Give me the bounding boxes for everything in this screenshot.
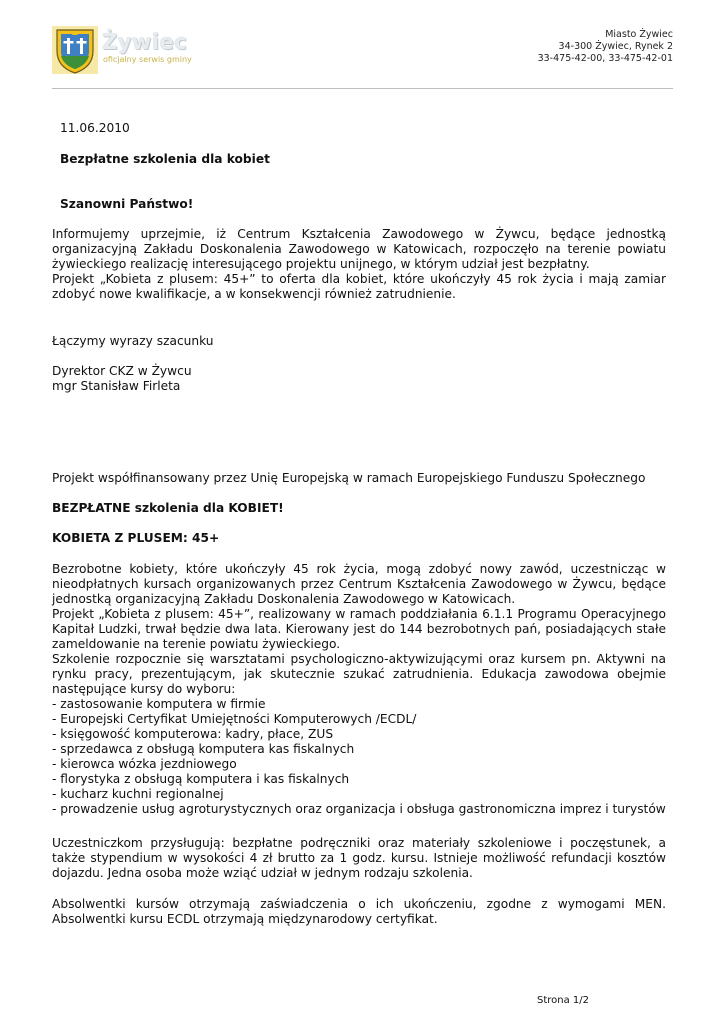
letter-paragraph-2: Projekt „Kobieta z plusem: 45+” to oferta dla kobiet, które ukończyły 45 rok życia i mają zamiar zdobyć nowe kwalifikacje, a w konsekwencji również zatrudnienie. [52, 272, 666, 301]
contact-address: 34-300 Żywiec, Rynek 2 [558, 41, 673, 52]
page-number: Strona 1/2 [537, 995, 590, 1006]
header-contact [538, 29, 673, 65]
contact-phones: 33-475-42-00, 33-475-42-01 [537, 53, 673, 64]
course-item: - zastosowanie komputera w firmie [52, 697, 266, 711]
attachment-body [52, 562, 666, 817]
site-logo [52, 26, 192, 76]
signature-name: mgr Stanisław Firleta [52, 379, 181, 393]
project-title: KOBIETA Z PLUSEM: 45+ [52, 531, 220, 545]
attachment-paragraph-2: Projekt „Kobieta z plusem: 45+”, realizowany w ramach poddziałania 6.1.1 Programu Operacyjnego Kapitał Ludzki, trwał będzie dwa lata. Kierowany jest do 144 bezrobotnych pań, posiadających stałe zameldowanie na terenie powiatu żywieckiego. [52, 607, 666, 651]
letter-greeting: Szanowni Państwo! [60, 197, 194, 211]
header-divider [52, 88, 673, 89]
letter-closing: Łączymy wyrazy szacunku [52, 334, 214, 348]
course-item: - kierowca wózka jezdniowego [52, 757, 237, 771]
course-item: - księgowość komputerowa: kadry, płace, ZUS [52, 727, 334, 741]
attachment-heading: BEZPŁATNE szkolenia dla KOBIET! [52, 501, 284, 515]
course-item: - florystyka z obsługą komputera i kas fiskalnych [52, 772, 350, 786]
eu-cofinancing-note: Projekt współfinansowany przez Unię Europejską w ramach Europejskiego Funduszu Społecznego [52, 471, 646, 485]
benefits-paragraph: Uczestniczkom przysługują: bezpłatne podręczniki oraz materiały szkoleniowe i poczęstunek, a także stypendium w wysokości 4 zł brutto za 1 godz. kursu. Istnieje możliwość refundacji kosztów dojazdu. Jedna osoba może wziąć udział w jednym rodzaju szkolenia. [52, 836, 666, 880]
letter-body [52, 227, 666, 302]
course-item: - Europejski Certyfikat Umiejętności Komputerowych /ECDL/ [52, 712, 417, 726]
letter-paragraph-1: Informujemy uprzejmie, iż Centrum Kształcenia Zawodowego w Żywcu, będące jednostką organizacyjną Zakładu Doskonalenia Zawodowego w Katowicach, rozpoczęło na terenie powiatu żywieckiego realizację interesującego projektu unijnego, w którym udział jest bezpłatny. [52, 227, 666, 271]
course-item: - kucharz kuchni regionalnej [52, 787, 224, 801]
logo-wordmark: Żywiec [102, 30, 188, 54]
course-item: - sprzedawca z obsługą komputera kas fiskalnych [52, 742, 355, 756]
course-item: - prowadzenie usług agroturystycznych oraz organizacja i obsługa gastronomiczna imprez i turystów [52, 802, 666, 816]
signature-title: Dyrektor CKZ w Żywcu [52, 364, 192, 378]
attachment-paragraph-1: Bezrobotne kobiety, które ukończyły 45 rok życia, mogą zdobyć nowy zawód, uczestnicząc w nieodpłatnych kursach organizowanych przez Centrum Kształcenia Zawodowego w Żywcu, będące jednostką organizacyjną Zakładu Doskonalenia Zawodowego w Katowicach. [52, 562, 666, 606]
certificates-paragraph: Absolwentki kursów otrzymają zaświadczenia o ich ukończeniu, zgodne z wymogami MEN. Absolwentki kursu ECDL otrzymają międzynarodowy certyfikat. [52, 897, 666, 926]
logo-subtitle: oficjalny serwis gminy [103, 55, 192, 64]
letter-date: 11.06.2010 [60, 121, 130, 135]
attachment-paragraph-3: Szkolenie rozpocznie się warsztatami psychologiczno-aktywizującymi oraz kursem pn. Aktywni na rynku pracy, prezentującym, jak skutecznie szukać zatrudnienia. Edukacja zawodowa obejmie następujące kursy do wyboru: [52, 652, 666, 696]
letter-subject: Bezpłatne szkolenia dla kobiet [60, 152, 270, 166]
contact-city: Miasto Żywiec [605, 29, 673, 40]
coat-of-arms-icon [52, 26, 98, 74]
course-list [52, 697, 666, 817]
